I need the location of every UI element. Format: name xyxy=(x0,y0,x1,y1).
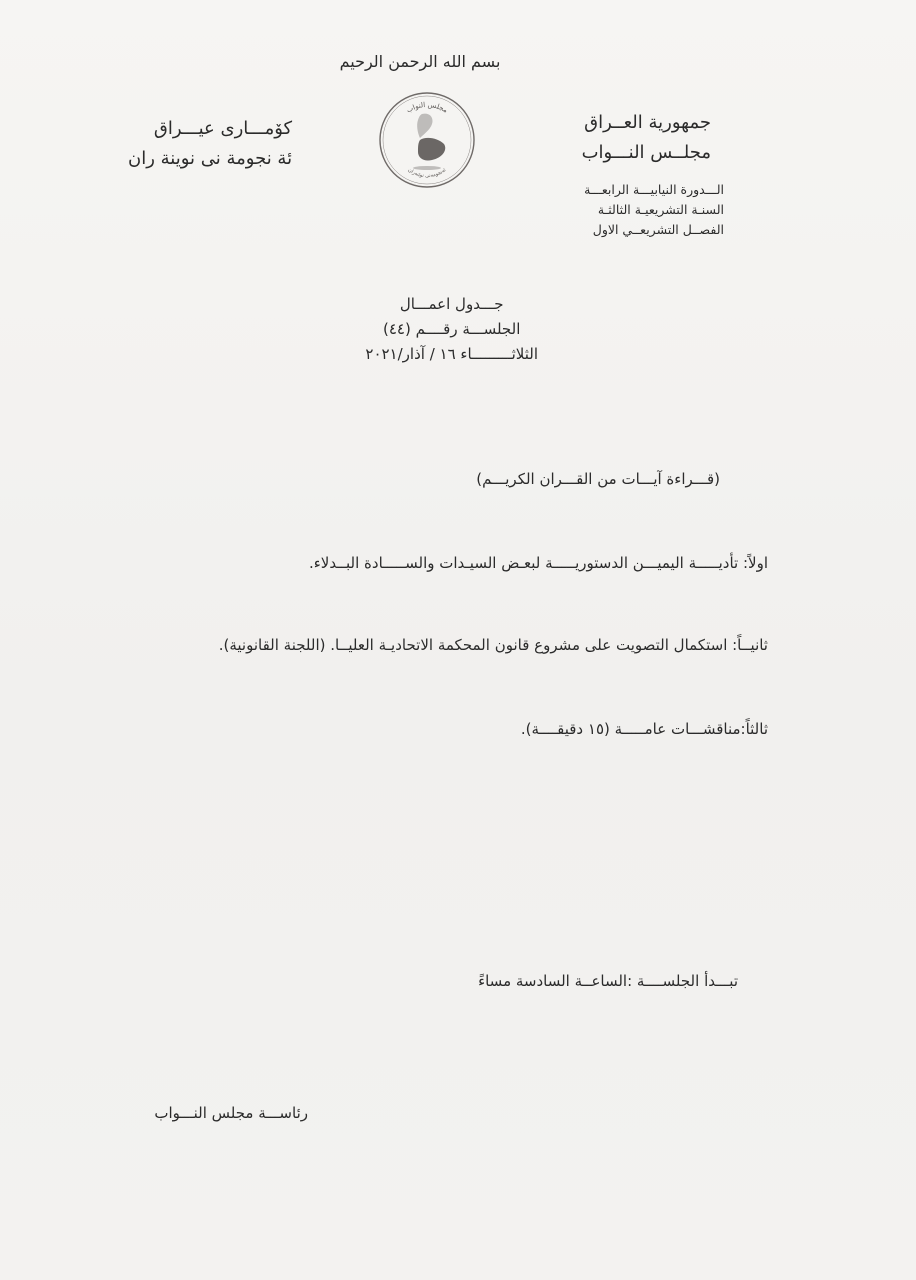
agenda-title xyxy=(365,292,538,367)
header-left xyxy=(128,114,292,174)
header-right xyxy=(582,108,711,168)
agenda-item-2: ثانيــاً: استكمال التصويت على مشروع قانون المحكمة الاتحاديـة العليــا. (اللجنة القانونية). xyxy=(218,636,768,654)
session-start-time: تبـــدأ الجلســــة :الساعــة السادسة مساءً xyxy=(478,972,738,990)
basmala: بسم الله الرحمن الرحيم xyxy=(339,52,501,71)
term-line1: الـــدورة النيابيـــة الرابعـــة xyxy=(584,182,724,197)
agenda-title-line2: الجلســـة رقــــم (٤٤) xyxy=(383,320,521,338)
parliament-seal-icon xyxy=(374,90,480,190)
quran-reading: (قـــراءة آيـــات من القـــران الكريـــم) xyxy=(476,470,720,488)
svg-text:مجلس النواب xyxy=(405,101,449,115)
seal-top-text: مجلس النواب xyxy=(405,100,450,115)
agenda-title-line3: الثلاثـــــــــاء ١٦ / آذار/٢٠٢١ xyxy=(365,345,538,363)
seal-bottom-text: ئەنجومەنی نوێنەران xyxy=(406,167,448,180)
header-right-line1: جمهورية العــراق xyxy=(584,112,711,133)
agenda-item-1: اولاً: تأديـــــة اليميـــن الدستوريـــــة لبعـض السيـدات والســـــادة البــدلاء. xyxy=(308,554,768,572)
agenda-item-3: ثالثاً:مناقشـــات عامـــــة (١٥ دقيقــــة). xyxy=(520,720,768,738)
header-right-line2: مجلــس النـــواب xyxy=(581,142,711,163)
agenda-title-line1: جـــدول اعمـــال xyxy=(399,295,504,313)
header-left-line1: كۆمـــارى عيـــراق xyxy=(153,118,293,139)
header-left-line2: ئة نجومة نى نوينة ران xyxy=(128,148,293,169)
term-info xyxy=(584,180,724,240)
presidency-signature: رئاســـة مجلس النـــواب xyxy=(154,1104,308,1122)
term-line3: الفصــل التشريعــي الاول xyxy=(592,222,724,237)
term-line2: السنـة التشريعيـة الثالثـة xyxy=(597,202,724,217)
